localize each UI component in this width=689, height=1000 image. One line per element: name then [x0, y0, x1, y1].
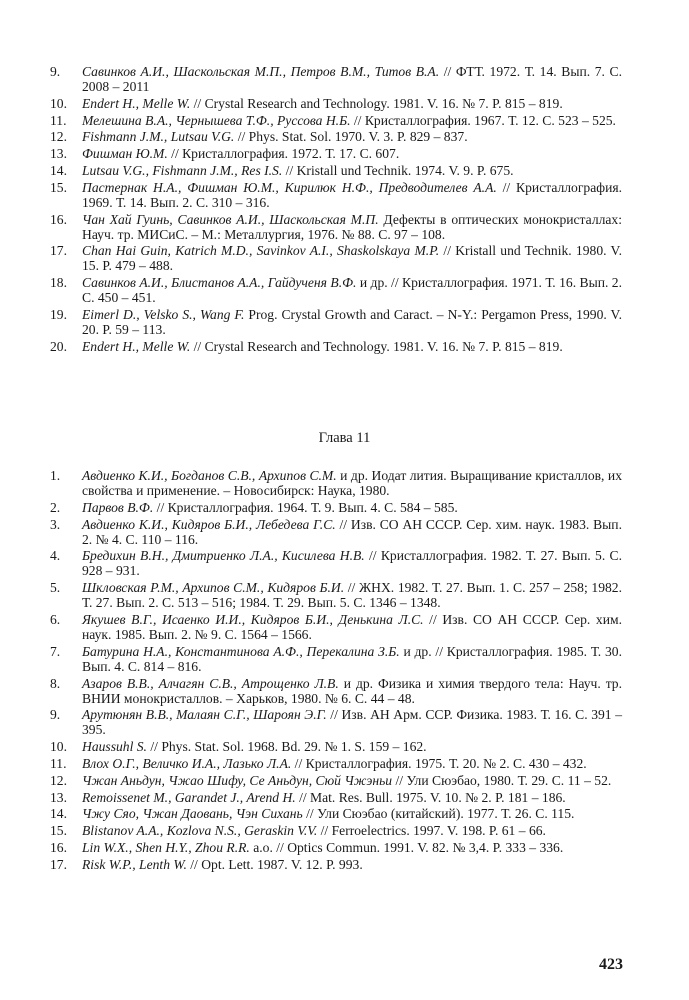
reference-number: 13. [50, 146, 67, 162]
reference-number: 16. [50, 211, 67, 227]
reference-number: 10. [50, 739, 67, 755]
reference-source: // Crystal Research and Technology. 1981. V. 16. № 7. P. 815 – 819. [190, 95, 563, 111]
reference-source: // Изв. СО АН СССР. Сер. хим. наук. 1985. Вып. 2. № 9. С. 1564 – 1566. [82, 611, 622, 642]
reference-authors: Савинков А.И., Шаскольская М.П., Петров В.М., Титов В.А. [82, 64, 440, 79]
reference-authors: Чжан Аньдун, Чжао Шифу, Се Аньдун, Сюй Чжэньи [82, 772, 393, 788]
reference-source: // Ferroelectrics. 1997. V. 198. P. 61 – 66. [317, 823, 546, 839]
reference-number: 18. [50, 275, 67, 291]
reference-number: 1. [50, 468, 61, 483]
reference-entry [50, 806, 622, 821]
reference-entry [50, 857, 622, 872]
reference-number: 7. [50, 643, 61, 659]
reference-authors: Lin W.X., Shen H.Y., Zhou R.R. [82, 839, 250, 855]
reference-source: // Кристаллография. 1969. Т. 14. Вып. 2. С. 310 – 316. [82, 179, 622, 210]
reference-source: // Kristall und Technik. 1980. V. 15. P. 479 – 488. [82, 243, 622, 274]
reference-number: 5. [50, 580, 61, 596]
reference-source: // Phys. Stat. Sol. 1970. V. 3. P. 829 – 837. [234, 129, 468, 145]
reference-source: a.o. // Optics Commun. 1991. V. 82. № 3,4. P. 333 – 336. [249, 839, 564, 855]
reference-number: 4. [50, 548, 61, 564]
reference-source: // Opt. Lett. 1987. V. 12. P. 993. [186, 856, 363, 872]
reference-number: 17. [50, 243, 67, 259]
reference-number: 11. [50, 755, 67, 771]
reference-source: Дефекты в оптических монокристаллах: Науч. тр. МИСиС. – М.: Металлургия, 1976. № 88. С. 97 – 108. [82, 211, 622, 242]
reference-entry [50, 612, 622, 642]
reference-authors: Fishmann J.M., Lutsau V.G. [82, 129, 235, 145]
reference-entry [50, 548, 622, 578]
reference-entry [50, 163, 622, 178]
reference-number: 20. [50, 338, 67, 354]
reference-entry [50, 113, 622, 128]
reference-authors: Risk W.P., Lenth W. [82, 856, 187, 872]
reference-authors: Бредихин В.Н., Дмитриенко Л.А., Кисилева Н.В. [82, 548, 365, 564]
reference-entry [50, 823, 622, 838]
reference-authors: Blistanov A.A., Kozlova N.S., Geraskin V.V. [82, 823, 318, 839]
reference-number: 14. [50, 806, 67, 822]
reference-number: 16. [50, 839, 67, 855]
reference-entry [50, 739, 622, 754]
reference-source: // Ули Сюэбао (китайский). 1977. Т. 26. С. 115. [302, 806, 575, 822]
reference-number: 3. [50, 516, 61, 532]
reference-authors: Мелешина В.А., Чернышева Т.Ф., Руссова Н.Б. [82, 112, 351, 128]
reference-source: // Кристаллография. 1964. Т. 9. Вып. 4. С. 584 – 585. [153, 499, 458, 515]
reference-authors: Eimerl D., Velsko S., Wang F. [82, 306, 245, 322]
reference-entry [50, 517, 622, 547]
page-number: 423 [599, 956, 623, 973]
reference-source: // Ули Сюэбао, 1980. Т. 29. С. 11 – 52. [392, 772, 612, 788]
reference-source: и др. // Кристаллография. 1971. Т. 16. Вып. 2. С. 450 – 451. [82, 275, 622, 306]
reference-entry [50, 180, 622, 210]
reference-number: 11. [50, 112, 67, 128]
reference-entry [50, 756, 622, 771]
reference-entry [50, 146, 622, 161]
reference-number: 12. [50, 129, 67, 145]
reference-authors: Авдиенко К.И., Кидяров Б.И., Лебедева Г.С. [82, 516, 336, 532]
reference-source: // Mat. Res. Bull. 1975. V. 10. № 2. P. 181 – 186. [295, 789, 566, 805]
reference-authors: Азаров В.В., Алчагян С.В., Атрощенко Л.В. [82, 675, 339, 691]
reference-authors: Remoissenet M., Garandet J., Arend H. [82, 789, 296, 805]
reference-entry [50, 468, 622, 498]
reference-entry [50, 243, 622, 273]
reference-authors: Влох О.Г., Величко И.А., Лазько Л.А. [82, 755, 292, 771]
reference-number: 13. [50, 789, 67, 805]
reference-number: 9. [50, 64, 61, 79]
reference-entry [50, 707, 622, 737]
reference-entry [50, 644, 622, 674]
reference-list-chapter-11 [50, 468, 622, 874]
reference-number: 10. [50, 95, 67, 111]
reference-entry [50, 500, 622, 515]
reference-source: и др. // Кристаллография. 1985. Т. 30. Вып. 4. С. 814 – 816. [82, 643, 622, 674]
reference-number: 15. [50, 823, 67, 839]
reference-number: 6. [50, 611, 61, 627]
reference-number: 14. [50, 162, 67, 178]
reference-entry [50, 580, 622, 610]
chapter-heading: Глава 11 [318, 430, 371, 446]
reference-authors: Арутюнян В.В., Малаян С.Г., Шароян Э.Г. [82, 707, 327, 723]
reference-entry [50, 212, 622, 242]
reference-number: 12. [50, 772, 67, 788]
reference-number: 19. [50, 306, 67, 322]
reference-authors: Савинков А.И., Блистанов А.А., Гайдученя В.Ф. [82, 275, 357, 291]
reference-source: // Kristall und Technik. 1974. V. 9. P. 675. [282, 162, 514, 178]
reference-entry [50, 773, 622, 788]
reference-entry [50, 676, 622, 706]
reference-source: // Изв. СО АН СССР. Сер. хим. наук. 1983. Вып. 2. № 4. С. 110 – 116. [82, 516, 622, 547]
reference-authors: Haussuhl S. [82, 739, 147, 755]
reference-source: // Кристаллография. 1967. Т. 12. С. 523 – 525. [350, 112, 616, 128]
reference-source: // ФТТ. 1972. Т. 14. Вып. 7. С. 2008 – 2011 [82, 64, 622, 94]
reference-authors: Lutsau V.G., Fishmann J.M., Res I.S. [82, 162, 283, 178]
reference-authors: Якушев В.Г., Исаенко И.И., Кидяров Б.И., Денькина Л.С. [82, 611, 424, 627]
reference-number: 15. [50, 179, 67, 195]
reference-source: // ЖНХ. 1982. Т. 27. Вып. 1. С. 257 – 258; 1982. Т. 27. Вып. 2. С. 513 – 516; 1984. Т. 29. Вып. 5. С. 1346 – 1348. [82, 580, 622, 611]
reference-source: и др. Иодат лития. Выращивание кристаллов, их свойства и применение. – Новосибирск: Наука, 1980. [82, 468, 622, 498]
reference-list-chapter-10 [50, 64, 622, 356]
reference-source: // Кристаллография. 1975. Т. 20. № 2. С. 430 – 432. [291, 755, 587, 771]
reference-authors: Батурина Н.А., Константинова А.Ф., Перекалина З.Б. [82, 643, 400, 659]
reference-entry [50, 275, 622, 305]
reference-source: // Кристаллография. 1982. Т. 27. Вып. 5. С. 928 – 931. [82, 548, 622, 579]
reference-source: // Crystal Research and Technology. 1981. V. 16. № 7. P. 815 – 819. [190, 338, 563, 354]
reference-source: // Изв. АН Арм. ССР. Физика. 1983. Т. 16. С. 391 – 395. [82, 707, 622, 738]
reference-number: 17. [50, 856, 67, 872]
reference-entry [50, 96, 622, 111]
reference-source: // Phys. Stat. Sol. 1968. Bd. 29. № 1. S. 159 – 162. [146, 739, 427, 755]
reference-entry [50, 840, 622, 855]
reference-entry [50, 307, 622, 337]
reference-entry [50, 64, 622, 94]
reference-authors: Chan Hai Guin, Katrich M.D., Savinkov A.I., Shaskolskaya M.P. [82, 243, 440, 259]
reference-authors: Шкловская Р.М., Архипов С.М., Кидяров Б.И. [82, 580, 345, 596]
reference-source: // Кристаллография. 1972. Т. 17. С. 607. [167, 146, 400, 162]
reference-authors: Фишман Ю.М. [82, 146, 168, 162]
reference-authors: Пастернак Н.А., Фишман Ю.М., Кирилюк Н.Ф., Предводителев А.А. [82, 179, 497, 195]
reference-authors: Чжу Сяо, Чжан Даовань, Чэн Сихань [82, 806, 303, 822]
reference-entry [50, 129, 622, 144]
reference-number: 8. [50, 675, 61, 691]
reference-authors: Endert H., Melle W. [82, 338, 191, 354]
reference-number: 9. [50, 707, 61, 723]
reference-entry [50, 790, 622, 805]
reference-source: Prog. Crystal Growth and Caract. – N-Y.: Pergamon Press, 1990. V. 20. P. 59 – 113. [82, 306, 622, 337]
reference-authors: Авдиенко К.И., Богданов С.В., Архипов С.М. [82, 468, 337, 483]
reference-authors: Парвов В.Ф. [82, 499, 154, 515]
reference-authors: Endert H., Melle W. [82, 95, 191, 111]
reference-number: 2. [50, 499, 61, 515]
reference-entry [50, 339, 622, 354]
reference-source: и др. Физика и химия твердого тела: Науч. тр. ВНИИ монокристаллов. – Харьков, 1980. № 6. С. 44 – 48. [82, 675, 623, 706]
reference-authors: Чан Хай Гуинь, Савинков А.И., Шаскольская М.П. [82, 211, 379, 227]
